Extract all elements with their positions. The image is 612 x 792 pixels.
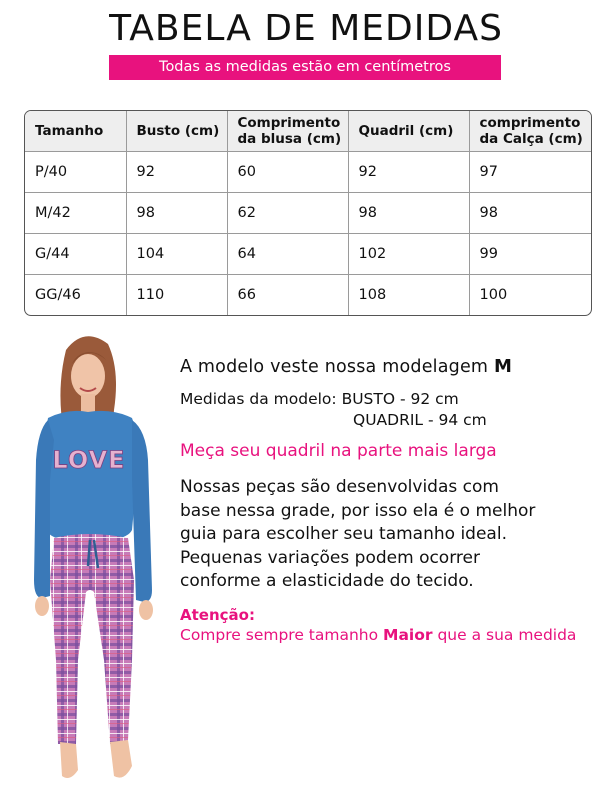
cell-comprimento-blusa: 62 — [227, 193, 348, 234]
table-row — [25, 275, 591, 316]
size-table — [24, 110, 592, 316]
attention-suffix: que a sua medida — [432, 626, 577, 644]
model-photo — [28, 330, 163, 788]
table-row — [25, 193, 591, 234]
attention-text — [180, 626, 576, 644]
description-line: Pequenas variações podem ocorrer — [180, 547, 480, 568]
cell-quadril: 108 — [348, 275, 469, 316]
shirt-print: LOVE — [52, 446, 126, 474]
description-line: conforme a elasticidade do tecido. — [180, 571, 474, 591]
header-comprimento-calca-line1: comprimento — [479, 115, 581, 131]
model-size-value: M — [493, 356, 513, 377]
description-text — [180, 476, 600, 594]
header-comprimento-blusa — [227, 111, 348, 152]
cell-comprimento-blusa: 64 — [227, 234, 348, 275]
model-measures-busto — [180, 390, 459, 408]
measure-tip: Meça seu quadril na parte mais larga — [180, 441, 497, 461]
cell-quadril: 98 — [348, 193, 469, 234]
description-line: Nossas peças são desenvolvidas com — [180, 477, 499, 497]
busto-value: BUSTO - 92 cm — [341, 390, 459, 408]
description-line: base nessa grade, por isso ela é o melhor — [180, 500, 536, 521]
cell-comprimento-calca: 100 — [469, 275, 591, 316]
description-line: guia para escolher seu tamanho ideal. — [180, 524, 507, 544]
cell-size: G/44 — [25, 234, 126, 275]
cell-busto: 92 — [126, 152, 227, 193]
table-row — [25, 234, 591, 275]
model-size-line — [180, 356, 512, 377]
cell-comprimento-blusa: 60 — [227, 152, 348, 193]
cell-size: M/42 — [25, 193, 126, 234]
cell-comprimento-calca: 99 — [469, 234, 591, 275]
cell-quadril: 92 — [348, 152, 469, 193]
header-comprimento-calca — [469, 111, 591, 152]
cell-size: GG/46 — [25, 275, 126, 316]
size-table-grid — [25, 111, 591, 315]
quadril-value: QUADRIL - 94 cm — [353, 411, 487, 429]
attention-bold: Maior — [383, 626, 433, 644]
header-busto: Busto (cm) — [126, 111, 227, 152]
cell-comprimento-calca: 98 — [469, 193, 591, 234]
cell-comprimento-calca: 97 — [469, 152, 591, 193]
header-comprimento-calca-line2: da Calça (cm) — [479, 131, 583, 147]
attention-title: Atenção: — [180, 606, 255, 624]
cell-size: P/40 — [25, 152, 126, 193]
cell-quadril: 102 — [348, 234, 469, 275]
pants-shape — [50, 534, 134, 744]
page-title: TABELA DE MEDIDAS — [109, 8, 503, 49]
header-quadril: Quadril (cm) — [348, 111, 469, 152]
cell-busto: 104 — [126, 234, 227, 275]
header-comprimento-blusa-line2: da blusa (cm) — [237, 131, 342, 147]
units-banner: Todas as medidas estão em centímetros — [109, 55, 501, 80]
cell-busto: 110 — [126, 275, 227, 316]
header-tamanho: Tamanho — [25, 111, 126, 152]
table-header-row — [25, 111, 591, 152]
cell-comprimento-blusa: 66 — [227, 275, 348, 316]
table-row — [25, 152, 591, 193]
attention-prefix: Compre sempre tamanho — [180, 626, 384, 644]
header-comprimento-blusa-line1: Comprimento — [237, 115, 341, 131]
shirt-shape — [44, 411, 140, 542]
cell-busto: 98 — [126, 193, 227, 234]
model-size-prefix: A modelo veste nossa modelagem — [180, 357, 494, 377]
measures-label: Medidas da modelo: — [180, 390, 342, 408]
